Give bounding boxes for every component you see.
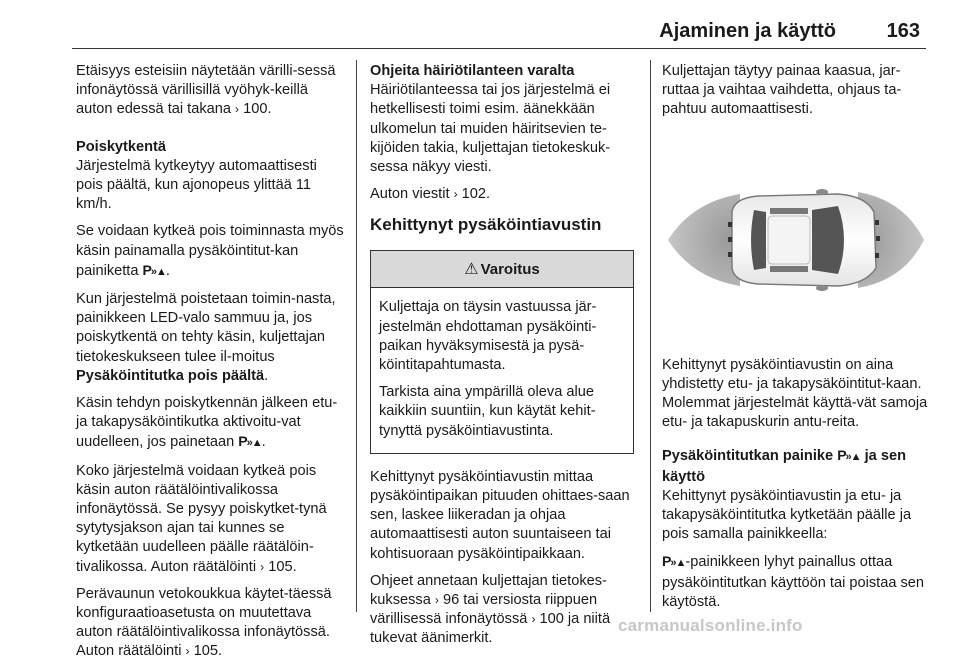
text: Käsin tehdyn poiskytkennän jälkeen etu- ja takapysäköintikutka aktivoitu-vat uudelleen, jos painetaan xyxy=(76,395,338,451)
text: Kun järjestelmä poistetaan toimin-nasta, painikkeen LED-valo sammuu ja, jos poiskytkentä on tehty käsin, kuljettajan tietokeskukseen tulee il-moitus xyxy=(76,291,336,365)
paragraph: Kuljettajan täytyy painaa kaasua, jar-ruttaa ja vaihtaa vaihdetta, ohjaus ta-pahtuu automaattisesti. xyxy=(662,63,902,118)
sensor xyxy=(875,220,879,225)
parking-button-icon: P»▲ xyxy=(837,447,861,464)
section-title: Kehittynyt pysäköintiavustin xyxy=(370,215,602,235)
subheading: Pysäköintitutkan painike P»▲ ja sen käyttö xyxy=(662,447,906,485)
sensor xyxy=(728,252,732,257)
text: 100 ja niitä tukevat äänimerkit. xyxy=(370,611,611,647)
column-3 xyxy=(662,62,930,620)
windscreen xyxy=(812,206,844,274)
sensor xyxy=(876,236,880,241)
text: Auton viestit xyxy=(370,186,450,203)
parking-button-icon: P»▲ xyxy=(238,433,262,450)
paragraph: Käsin tehdyn poiskytkennän jälkeen etu- ja takapysäköintikutka aktivoitu-vat uudelleen, jos painetaan P»▲. xyxy=(76,395,338,451)
warning-box xyxy=(370,250,634,453)
paragraph xyxy=(76,462,344,577)
reference-arrow-icon: › xyxy=(185,644,190,659)
column-divider xyxy=(356,60,357,612)
page-number: 163 xyxy=(886,20,920,42)
paragraph: Häiriötilanteessa tai jos järjestelmä ei hetkellisesti toimi esim. äänekkään ulkomelun tai muiden häiritsevien te-kijöiden takia, kuljettajan tietokeskuk-sessa näkyy viesti. xyxy=(370,82,611,176)
paragraph: Kuljettaja on täysin vastuussa jär-jestelmän ehdottaman pysäköinti-paikan hyväksymisestä ja pysä-köintitapahtumasta. xyxy=(379,299,597,374)
side-mirror xyxy=(816,189,828,195)
paragraph xyxy=(370,572,634,649)
column-2 xyxy=(370,62,634,657)
side-window xyxy=(770,266,808,272)
sensor xyxy=(875,253,879,258)
paragraph xyxy=(76,585,344,662)
message-text: Pysäköintitutka pois päältä xyxy=(76,367,265,384)
text: Ohjeet annetaan kuljettajan tietokes-kuksessa xyxy=(370,572,607,609)
paragraph: Kehittynyt pysäköintiavustin on aina yhdistetty etu- ja takapysäköintitut-kaan. Molemmat järjestelmät käyttä-vät samoja etu- ja takapuskurin antu-reita. xyxy=(662,356,928,431)
reference-arrow-icon: › xyxy=(531,612,536,627)
text: 96 tai versiosta riippuen värillisessä infonäytössä xyxy=(370,592,598,628)
parking-sensor-illustration xyxy=(662,140,930,340)
side-mirror xyxy=(816,285,828,291)
page-reference[interactable]: 105. xyxy=(193,643,223,660)
reference-arrow-icon: › xyxy=(434,593,439,608)
rear-window xyxy=(751,210,766,270)
warning-body xyxy=(371,288,633,452)
text: Perävaunun vetokoukkua käytet-täessä konfiguraatioasetusta on muutettava auton räätälöintivalikossa infonäytössä. Auton räätälöinti xyxy=(76,585,332,660)
warning-title: Varoitus xyxy=(480,260,540,278)
paragraph xyxy=(76,62,344,120)
text: Se voidaan kytkeä pois toiminnasta myös käsin painamalla pysäköintitut-kan painiketta xyxy=(76,223,344,279)
page-reference[interactable]: 100. xyxy=(243,101,272,118)
paragraph xyxy=(370,185,634,204)
watermark: carmanualsonline.info xyxy=(618,616,803,635)
sensor xyxy=(728,222,732,227)
page-reference[interactable]: 102. xyxy=(461,186,491,203)
car-sensor-diagram xyxy=(662,140,930,340)
paragraph: Kehittynyt pysäköintiavustin ja etu- ja takapysäköintitutka kytketään päälle ja pois samalla painikkeella: xyxy=(662,487,912,543)
warning-triangle-icon: ⚠ xyxy=(464,260,479,278)
paragraph: Kun järjestelmä poistetaan toimin-nasta, painikkeen LED-valo sammuu ja, jos poiskytkentä on tehty käsin, kuljettajan tietokeskukseen tulee il-moitus Pysäköintitutka pois päältä. xyxy=(76,291,336,384)
warning-header xyxy=(371,251,633,288)
page-reference[interactable]: 105. xyxy=(268,558,297,575)
paragraph: Järjestelmä kytkeytyy automaattisesti pois päältä, kun ajonopeus ylittää 11 km/h. xyxy=(76,157,317,213)
page-header xyxy=(72,8,926,49)
header-title: Ajaminen ja käyttö xyxy=(659,20,836,42)
column-1 xyxy=(76,62,344,670)
paragraph: Se voidaan kytkeä pois toiminnasta myös käsin painamalla pysäköintitut-kan painiketta P»▲. xyxy=(76,223,344,279)
paragraph: Kehittynyt pysäköintiavustin mittaa pysäköintipaikan pituuden ohittaes-saan sen, laskee liikeradan ja ohjaa automaattisesti auton suuntaiseen tai kohtisuoraan pysäköintipaikkaan. xyxy=(370,468,630,562)
roof xyxy=(768,216,810,264)
reference-arrow-icon: › xyxy=(453,187,458,202)
text: Etäisyys esteisiin näytetään värilli-sessä infonäytössä värillisillä vyöhyk-keillä auton edessä tai takana xyxy=(76,63,336,118)
side-window xyxy=(770,208,808,214)
reference-arrow-icon: › xyxy=(260,559,265,574)
reference-arrow-icon: › xyxy=(235,102,240,117)
sensor xyxy=(728,237,732,242)
subheading: Ohjeita häiriötilanteen varalta xyxy=(370,63,575,79)
text: Koko järjestelmä voidaan kytkeä pois käsin auton räätälöintivalikossa infonäytössä. Se pysyy poiskytket-tynä sytytysjakson ajan tai kunnes se kytketään uudelleen päälle räätälöin-tivalikossa. Auton räätälöinti xyxy=(76,462,327,575)
paragraph xyxy=(662,552,930,612)
text: -painikkeen lyhyt painallus ottaa pysäköintitutkan käyttöön tai poistaa sen käytöstä. xyxy=(662,554,925,610)
column-divider xyxy=(650,60,651,612)
subheading: Poiskytkentä xyxy=(76,138,167,155)
paragraph: Tarkista aina ympärillä oleva alue kaikkiin suuntiin, kun käytät kehit-tynyttä pysäköintiavustinta. xyxy=(379,384,596,439)
parking-button-icon: P»▲ xyxy=(142,261,166,278)
parking-button-icon: P»▲ xyxy=(662,553,686,570)
